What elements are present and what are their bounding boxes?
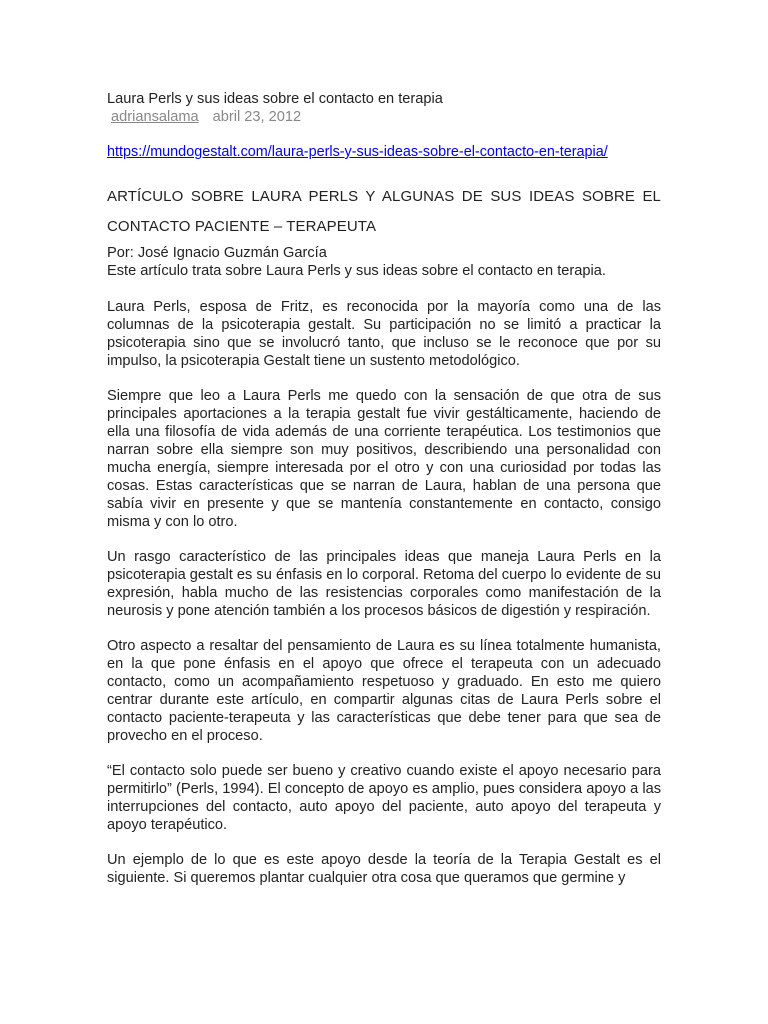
body-paragraph: Un rasgo característico de las principales ideas que maneja Laura Perls en la psicoterapia gestalt es su énfasis en lo corporal. Retoma del cuerpo lo evidente de su expresión, habla mucho de las resistencias corporales como manifestación de la neurosis y pone atención también a los procesos básicos de digestión y respiración. [107, 549, 661, 619]
source-url-link[interactable]: https://mundogestalt.com/laura-perls-y-sus-ideas-sobre-el-contacto-en-terapia/ [107, 144, 608, 160]
intro-paragraph: Este artículo trata sobre Laura Perls y sus ideas sobre el contacto en terapia. [107, 263, 606, 279]
post-title: Laura Perls y sus ideas sobre el contacto en terapia [107, 91, 443, 107]
article-heading: ARTÍCULO SOBRE LAURA PERLS Y ALGUNAS DE SUS IDEAS SOBRE EL CONTACTO PACIENTE – TERAPEUTA [107, 188, 661, 235]
body-paragraph: Laura Perls, esposa de Fritz, es reconocida por la mayoría como una de las columnas de la psicoterapia gestalt. Su participación no se limitó a practicar la psicoterapia sino que se involucró tanto, que incluso se le reconoce que por su impulso, la psicoterapia Gestalt tiene un sustento metodológico. [107, 299, 661, 369]
body-paragraph: Otro aspecto a resaltar del pensamiento de Laura es su línea totalmente humanista, en la que pone énfasis en el apoyo que ofrece el terapeuta con un adecuado contacto, como un acompañamiento respetuoso y graduado. En esto me quiero centrar durante este artículo, en compartir algunas citas de Laura Perls sobre el contacto paciente-terapeuta y las características que debe tener para que sea de provecho en el proceso. [107, 638, 661, 744]
author-link[interactable]: adriansalama [111, 109, 199, 125]
article-content [107, 90, 661, 887]
body-paragraph: Un ejemplo de lo que es este apoyo desde la teoría de la Terapia Gestalt es el siguiente. Si queremos plantar cualquier otra cosa que queramos que germine y [107, 852, 661, 886]
post-meta [111, 108, 661, 126]
body-paragraph: Siempre que leo a Laura Perls me quedo con la sensación de que otra de sus principales aportaciones a la terapia gestalt fue vivir gestálticamente, haciendo de ella una filosofía de vida además de una corriente terapéutica. Los testimonios que narran sobre ella siempre son muy positivos, describiendo una personalidad con mucha energía, siempre interesada por el otro y con una curiosidad por todas las cosas. Estas características que se narran de Laura, hablan de una persona que sabía vivir en presente y que se mantenía constantemente en contacto, consigo misma y con lo otro. [107, 388, 661, 530]
body-paragraph: “El contacto solo puede ser bueno y creativo cuando existe el apoyo necesario para permitirlo” (Perls, 1994). El concepto de apoyo es amplio, pues considera apoyo a las interrupciones del contacto, auto apoyo del paciente, auto apoyo del terapeuta y apoyo terapéutico. [107, 763, 661, 833]
article-byline: Por: José Ignacio Guzmán García [107, 245, 327, 261]
post-date: abril 23, 2012 [212, 109, 302, 125]
